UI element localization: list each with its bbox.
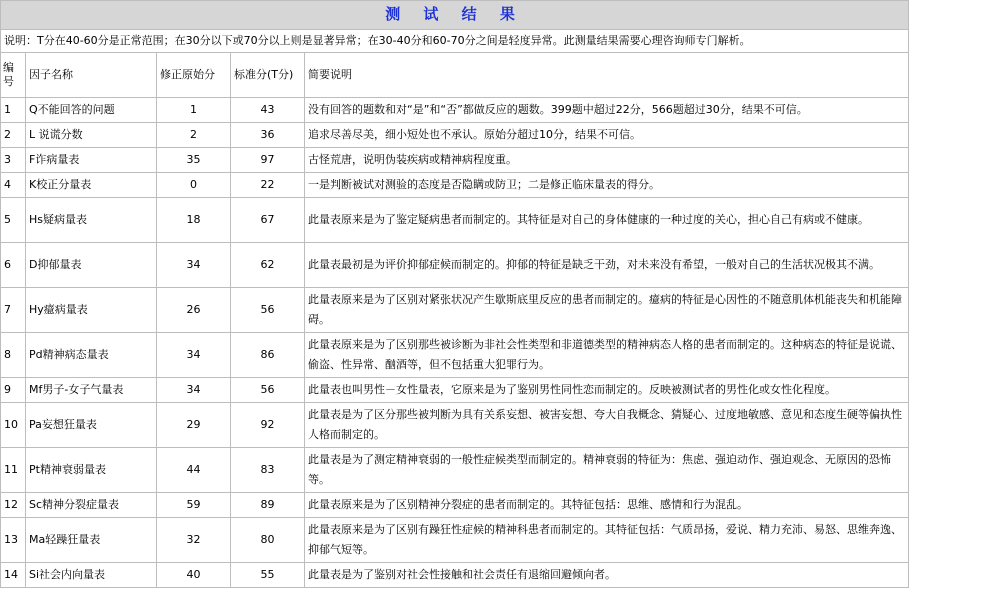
row-name: Hy癔病量表 [26, 288, 157, 333]
row-name: Si社会内向量表 [26, 563, 157, 588]
row-desc: 此量表最初是为评价抑郁症候而制定的。抑郁的特征是缺乏干劲，对未来没有希望，一般对自己的生活状况极其不满。 [305, 243, 909, 288]
row-raw: 0 [157, 173, 231, 198]
page-title: 测 试 结 果 [385, 5, 524, 23]
row-desc: 此量表是为了区分那些被判断为具有关系妄想、被害妄想、夸大自我概念、猜疑心、过度地敏感、意见和态度生硬等偏执性人格而制定的。 [305, 403, 909, 448]
row-raw: 34 [157, 378, 231, 403]
table-row [1, 493, 909, 518]
table-row [1, 378, 909, 403]
row-desc: 此量表原来是为了区别精神分裂症的患者而制定的。其特征包括：思维、感情和行为混乱。 [305, 493, 909, 518]
row-desc: 一是判断被试对测验的态度是否隐瞒或防卫；二是修正临床量表的得分。 [305, 173, 909, 198]
row-num: 8 [1, 333, 26, 378]
table-header [1, 53, 909, 98]
table-row [1, 123, 909, 148]
table-row [1, 288, 909, 333]
row-num: 11 [1, 448, 26, 493]
header-t: 标准分(T分) [231, 53, 305, 98]
row-num: 3 [1, 148, 26, 173]
row-desc: 古怪荒唐，说明伪装疾病或精神病程度重。 [305, 148, 909, 173]
row-num: 7 [1, 288, 26, 333]
table-row [1, 518, 909, 563]
note-text: 说明：T分在40-60分是正常范围；在30分以下或70分以上则是显著异常；在30-40分和60-70分之间是轻度异常。此测量结果需要心理咨询师专门解析。 [1, 30, 909, 53]
header-desc: 简要说明 [305, 53, 909, 98]
table-row [1, 563, 909, 588]
row-t: 80 [231, 518, 305, 563]
table-row [1, 173, 909, 198]
table-row [1, 243, 909, 288]
row-desc: 没有回答的题数和对“是”和“否”都做反应的题数。399题中超过22分，566题超过30分，结果不可信。 [305, 98, 909, 123]
row-t: 67 [231, 198, 305, 243]
row-t: 56 [231, 288, 305, 333]
row-num: 10 [1, 403, 26, 448]
row-raw: 18 [157, 198, 231, 243]
row-t: 43 [231, 98, 305, 123]
row-name: Pt精神衰弱量表 [26, 448, 157, 493]
row-name: Pd精神病态量表 [26, 333, 157, 378]
table-row [1, 448, 909, 493]
row-name: Pa妄想狂量表 [26, 403, 157, 448]
row-num: 1 [1, 98, 26, 123]
row-desc: 此量表是为了鉴别对社会性接触和社会责任有退缩回避倾向者。 [305, 563, 909, 588]
row-t: 62 [231, 243, 305, 288]
row-desc: 此量表也叫男性－女性量表，它原来是为了鉴别男性同性恋而制定的。反映被测试者的男性化或女性化程度。 [305, 378, 909, 403]
row-raw: 2 [157, 123, 231, 148]
table-row [1, 333, 909, 378]
row-raw: 44 [157, 448, 231, 493]
row-desc: 此量表原来是为了区别有躁狂性症候的精神科患者而制定的。其特征包括：气质昂扬，爱说、精力充沛、易怒、思维奔逸、抑郁气短等。 [305, 518, 909, 563]
row-t: 22 [231, 173, 305, 198]
row-num: 9 [1, 378, 26, 403]
row-raw: 59 [157, 493, 231, 518]
row-name: Q不能回答的问题 [26, 98, 157, 123]
row-raw: 32 [157, 518, 231, 563]
table-row [1, 403, 909, 448]
row-t: 86 [231, 333, 305, 378]
row-t: 55 [231, 563, 305, 588]
row-name: L 说谎分数 [26, 123, 157, 148]
row-num: 6 [1, 243, 26, 288]
row-raw: 34 [157, 243, 231, 288]
row-num: 12 [1, 493, 26, 518]
row-desc: 此量表原来是为了区别对紧张状况产生歇斯底里反应的患者而制定的。癔病的特征是心因性的不随意肌体机能丧失和机能障碍。 [305, 288, 909, 333]
row-desc: 追求尽善尽美，细小短处也不承认。原始分超过10分，结果不可信。 [305, 123, 909, 148]
row-desc: 此量表是为了测定精神衰弱的一般性症候类型而制定的。精神衰弱的特征为：焦虑、强迫动作、强迫观念、无原因的恐怖等。 [305, 448, 909, 493]
row-name: Mf男子-女子气量表 [26, 378, 157, 403]
table-row [1, 198, 909, 243]
row-t: 56 [231, 378, 305, 403]
row-name: K校正分量表 [26, 173, 157, 198]
row-num: 2 [1, 123, 26, 148]
table-row [1, 148, 909, 173]
row-t: 36 [231, 123, 305, 148]
title-bar [1, 1, 909, 30]
row-num: 5 [1, 198, 26, 243]
header-name: 因子名称 [26, 53, 157, 98]
row-t: 83 [231, 448, 305, 493]
row-name: F诈病量表 [26, 148, 157, 173]
row-t: 92 [231, 403, 305, 448]
row-raw: 40 [157, 563, 231, 588]
row-name: D抑郁量表 [26, 243, 157, 288]
row-num: 4 [1, 173, 26, 198]
row-name: Hs疑病量表 [26, 198, 157, 243]
row-desc: 此量表原来是为了区别那些被诊断为非社会性类型和非道德类型的精神病态人格的患者而制定的。这种病态的特征是说谎、偷盗、性异常、酗酒等，但不包括重大犯罪行为。 [305, 333, 909, 378]
table-row [1, 98, 909, 123]
row-raw: 29 [157, 403, 231, 448]
row-num: 13 [1, 518, 26, 563]
row-name: Sc精神分裂症量表 [26, 493, 157, 518]
header-raw: 修正原始分 [157, 53, 231, 98]
row-num: 14 [1, 563, 26, 588]
row-raw: 34 [157, 333, 231, 378]
row-desc: 此量表原来是为了鉴定疑病患者而制定的。其特征是对自己的身体健康的一种过度的关心，担心自己有病或不健康。 [305, 198, 909, 243]
row-raw: 1 [157, 98, 231, 123]
row-raw: 35 [157, 148, 231, 173]
row-t: 89 [231, 493, 305, 518]
row-t: 97 [231, 148, 305, 173]
header-num: 编号 [1, 53, 26, 98]
row-raw: 26 [157, 288, 231, 333]
row-name: Ma轻躁狂量表 [26, 518, 157, 563]
